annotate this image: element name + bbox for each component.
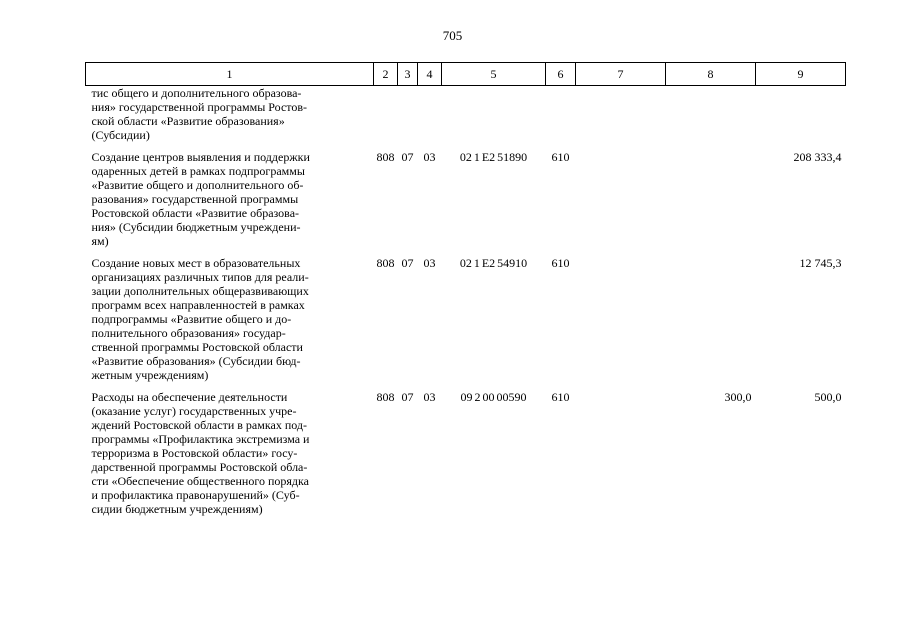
row-ministry-code: 808 bbox=[376, 390, 395, 404]
row-subsection-code bbox=[418, 86, 442, 151]
row-amount-col8 bbox=[666, 256, 756, 390]
row-target-code: 02 1 E2 51890 bbox=[459, 150, 528, 164]
row-expense-type: 610 bbox=[551, 390, 570, 404]
row-target-code bbox=[442, 86, 546, 151]
row-expense-type: 610 bbox=[551, 256, 570, 270]
table-row bbox=[86, 86, 846, 151]
header-col-1: 1 bbox=[86, 63, 374, 86]
row-amount-col7 bbox=[576, 390, 666, 524]
header-col-6: 6 bbox=[546, 63, 576, 86]
header-col-8: 8 bbox=[666, 63, 756, 86]
row-amount-col7 bbox=[576, 256, 666, 390]
row-amount-col7 bbox=[576, 150, 666, 256]
row-ministry-code bbox=[374, 86, 398, 151]
row-amount-col9: 500,0 bbox=[814, 390, 842, 404]
row-subsection-code: 03 bbox=[423, 390, 436, 404]
page-number: 705 bbox=[442, 28, 463, 43]
row-amount-col8: 300,0 bbox=[724, 390, 752, 404]
header-col-4: 4 bbox=[418, 63, 442, 86]
row-description: Создание центров выявления и поддержки одаренных детей в рамках подпрограммы «Развитие общего и дополнительного об- разования» государственной программы Ростовской области «Развитие образова- ния» (Субсидии бюджетным учреждени- ям) bbox=[91, 150, 310, 248]
row-section-code: 07 bbox=[401, 150, 414, 164]
row-subsection-code: 03 bbox=[423, 150, 436, 164]
table-row bbox=[86, 256, 846, 390]
row-description: тис общего и дополнительного образова- ния» государственной программы Ростов- ской области «Развитие образования» (Субсидии) bbox=[91, 86, 308, 142]
row-amount-col8 bbox=[666, 86, 756, 151]
row-expense-type bbox=[546, 86, 576, 151]
table-body bbox=[86, 86, 846, 525]
row-section-code: 07 bbox=[401, 390, 414, 404]
row-amount-col9: 208 333,4 bbox=[793, 150, 842, 164]
row-target-code: 09 2 00 00590 bbox=[460, 390, 527, 404]
row-amount-col9 bbox=[756, 86, 846, 151]
row-section-code bbox=[398, 86, 418, 151]
header-row bbox=[86, 63, 846, 86]
table-row bbox=[86, 390, 846, 524]
row-target-code: 02 1 E2 54910 bbox=[459, 256, 528, 270]
table-row bbox=[86, 150, 846, 256]
row-ministry-code: 808 bbox=[376, 256, 395, 270]
budget-table bbox=[85, 62, 846, 524]
row-description: Расходы на обеспечение деятельности (оказание услуг) государственных учре- ждений Ростовской области в рамках под- программы «Профилактика экстремизма и терроризма в Ростовской области» госу- дарственной программы Ростовской обла- сти «Обеспечение общественного порядка и профилактика правонарушений» (Суб- сидии бюджетным учреждениям) bbox=[91, 390, 310, 516]
row-description: Создание новых мест в образовательных организациях различных типов для реали- зации дополнительных общеразвивающих программ всех направленностей в рамках подпрограммы «Развитие общего и до- полнительного образования» государ- ственной программы Ростовской области «Развитие образования» (Субсидии бюд- жетным учреждениям) bbox=[91, 256, 309, 382]
row-subsection-code: 03 bbox=[423, 256, 436, 270]
header-col-9: 9 bbox=[756, 63, 846, 86]
row-amount-col9: 12 745,3 bbox=[799, 256, 842, 270]
header-col-3: 3 bbox=[398, 63, 418, 86]
row-amount-col7 bbox=[576, 86, 666, 151]
header-col-2: 2 bbox=[374, 63, 398, 86]
header-col-7: 7 bbox=[576, 63, 666, 86]
header-col-5: 5 bbox=[442, 63, 546, 86]
row-expense-type: 610 bbox=[551, 150, 570, 164]
row-ministry-code: 808 bbox=[376, 150, 395, 164]
row-amount-col8 bbox=[666, 150, 756, 256]
row-section-code: 07 bbox=[401, 256, 414, 270]
